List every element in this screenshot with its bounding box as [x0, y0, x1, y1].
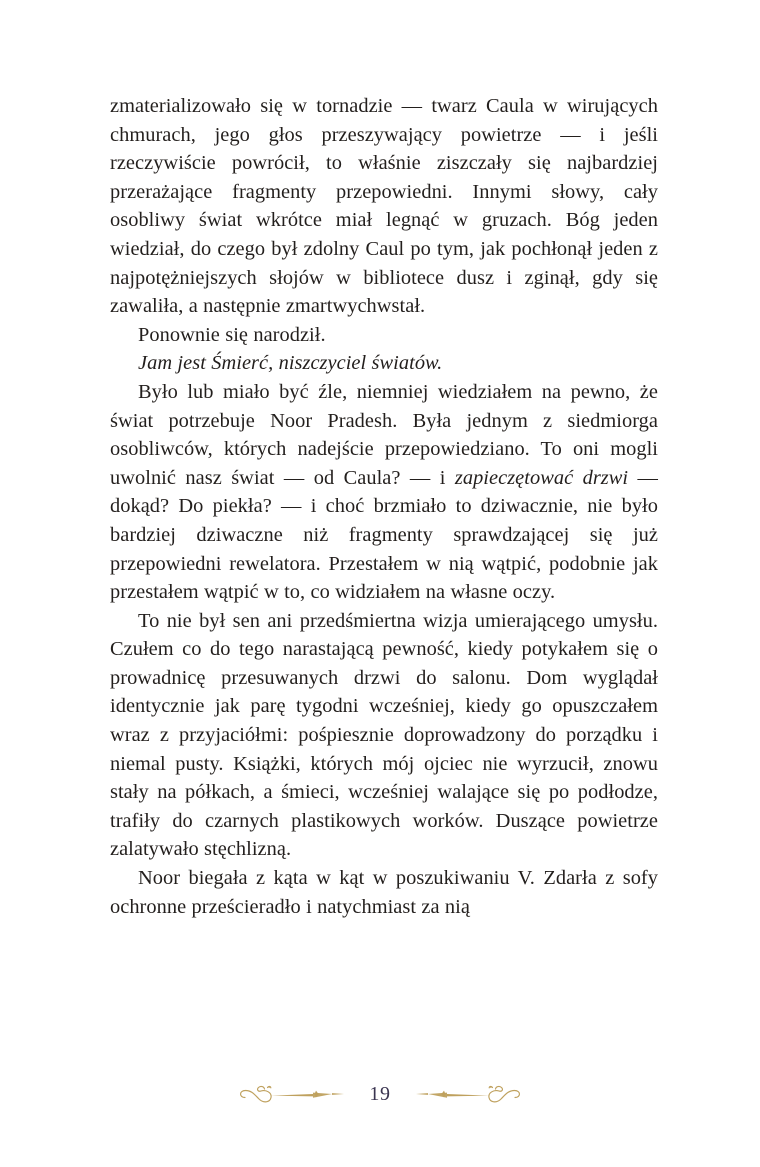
paragraph-4 — [110, 378, 658, 607]
page-text-block — [110, 92, 658, 921]
paragraph-5: To nie był sen ani przedśmiertna wizja umierającego umysłu. Czułem co do tego narastającą pewność, kiedy potykałem się o prowadnicę przesuwanych drzwi do salonu. Dom wyglądał identycznie jak parę tygodni wcześniej, kiedy go opuszczałem wraz z przyjaciółmi: pośpiesznie doprowadzony do porządku i niemal pusty. Książki, których mój ojciec nie wyrzucił, znowu stały na półkach, a śmieci, wcześniej walające się po podłodze, trafiły do czarnych plastikowych worków. Duszące powietrze zalatywało stęchlizną. — [110, 609, 658, 861]
paragraph-2: Ponownie się narodził. — [138, 323, 326, 346]
paragraph-6: Noor biegała z kąta w kąt w poszukiwaniu V. Zdarła z sofy ochronne prześcieradło i natychmiast za nią — [110, 867, 658, 918]
paragraph-3-italic-quote: Jam jest Śmierć, niszczyciel światów. — [138, 352, 443, 375]
flourish-ornament-right-icon — [415, 1081, 523, 1107]
paragraph-4-segment-roman-start: Było lub miało być źle, niemniej wiedziałem na pewno, że świat potrzebuje Noor Pradesh. Była jednym z siedmiorga osobliwców, których nadejście przepowiedziano. To oni mogli uwolnić nasz świat — od Caula? — i — [110, 380, 658, 489]
paragraph-4-segment-italic: zapieczętować drzwi — [454, 466, 629, 489]
paragraph-4-segment-roman-end: — dokąd? Do piekła? — i choć brzmiało to dziwacznie, nie było bardziej dziwaczne niż fragmenty sprawdzającej się już przepowiedni rewelatora. Przestałem w nią wątpić, podobnie jak przestałem wątpić w to, co widziałem na własne oczy. — [110, 466, 658, 604]
flourish-ornament-left-icon — [237, 1081, 345, 1107]
page-footer — [0, 1074, 760, 1114]
paragraph-1: zmaterializowało się w tornadzie — twarz Caula w wirujących chmurach, jego głos przeszywający powietrze — i jeśli rzeczywiście powrócił, to właśnie ziszczały się najbardziej przerażające fragmenty przepowiedni. Innymi słowy, cały osobliwy świat wkrótce miał legnąć w gruzach. Bóg jeden wiedział, do czego był zdolny Caul po tym, jak pochłonął jeden z najpotężniejszych słojów w bibliotece dusz i zginął, gdy się zawaliła, a następnie zmartwychwstał. — [110, 95, 658, 318]
page-number: 19 — [369, 1083, 391, 1105]
